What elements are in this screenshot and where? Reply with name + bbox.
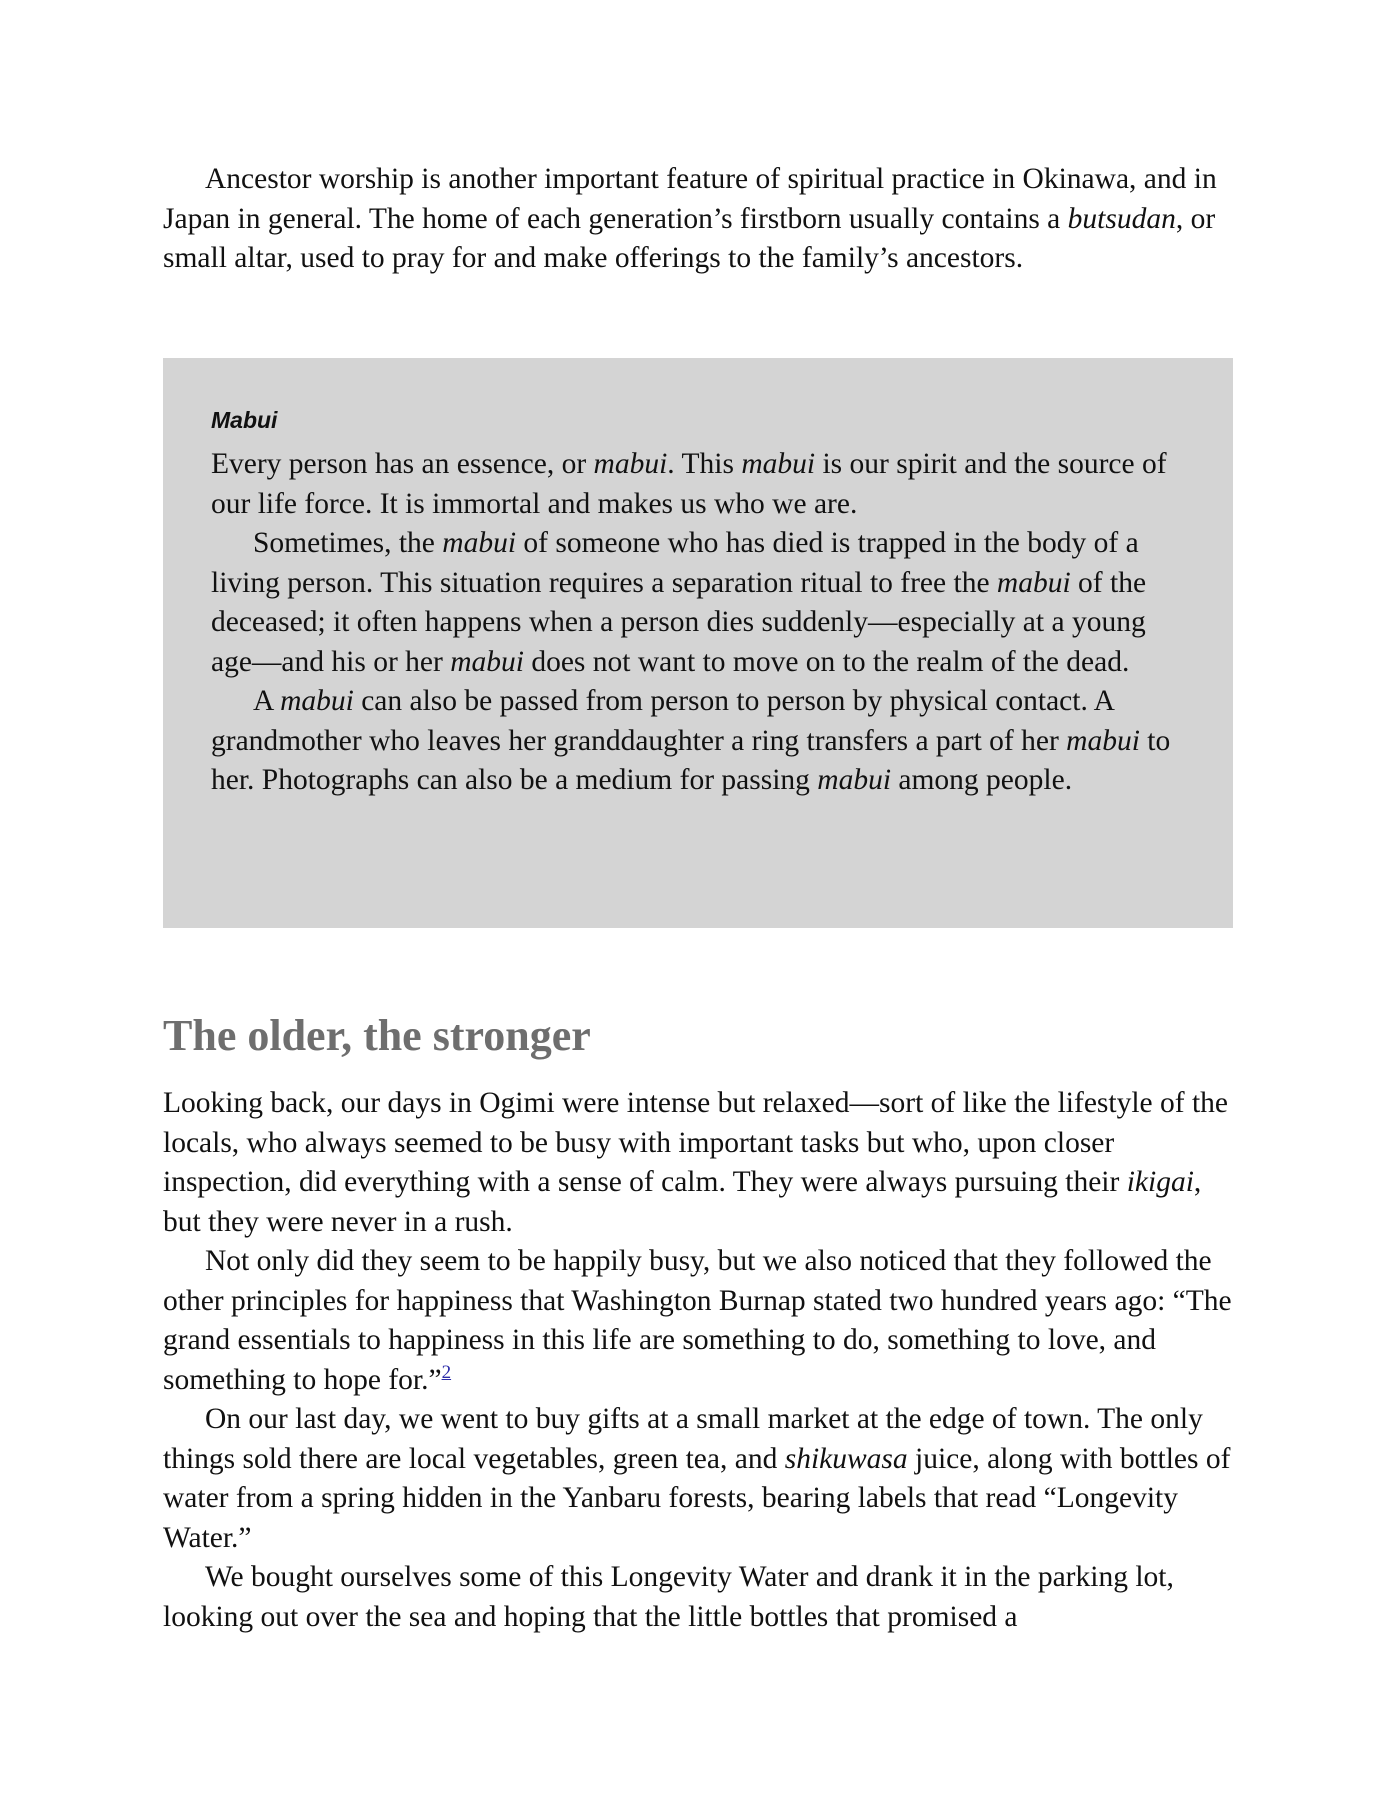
text-span: is our spirit and the source of our life force. It is immortal and makes us who we are. xyxy=(211,448,1167,520)
section-paragraph-1 xyxy=(163,1084,1233,1242)
intro-block xyxy=(163,160,1233,279)
sidebar-paragraph-3 xyxy=(211,682,1185,801)
sidebar-paragraph-1 xyxy=(211,445,1185,524)
text-span: of someone who has died is trapped in the body of a living person. This situation requires a separation ritual to free the xyxy=(211,527,1139,599)
text-span: of the deceased; it often happens when a person dies suddenly—especially at a young age—and his or her xyxy=(211,566,1147,678)
text-span: Ancestor worship is another important feature of spiritual practice in Okinawa, and in Japan in general. The home of each generation’s firstborn usually contains a xyxy=(163,163,1217,235)
text-span: does not want to move on to the realm of the dead. xyxy=(523,645,1130,678)
text-span: Looking back, our days in Ogimi were intense but relaxed—sort of like the lifestyle of the locals, who always seemed to be busy with important tasks but who, upon closer inspection, did everything with a sense of calm. They were always pursuing their xyxy=(163,1087,1228,1198)
section-heading: The older, the stronger xyxy=(163,1011,591,1060)
text-span: , but they were never in a rush. xyxy=(163,1166,1202,1238)
emphasis-term: butsudan xyxy=(1067,202,1176,235)
text-span: A xyxy=(253,685,281,717)
text-span: to her. Photographs can also be a medium for passing xyxy=(211,724,1171,796)
text-span: can also be passed from person to person by physical contact. A grandmother who leaves her granddaughter a ring transfers a part of her xyxy=(211,685,1114,757)
text-span: among people. xyxy=(891,764,1073,796)
text-span: Sometimes, the xyxy=(253,527,443,559)
mabui-sidebar xyxy=(163,358,1233,928)
section-paragraph-3 xyxy=(163,1400,1233,1558)
sidebar-title: Mabui xyxy=(211,407,278,433)
emphasis-term: mabui xyxy=(280,685,354,717)
text-span: Not only did they seem to be happily busy, but we also noticed that they followed the other principles for happiness that Washington Burnap stated two hundred years ago: “The grand essentials to happiness in this life are something to do, something to love, and something to hope for.” xyxy=(163,1245,1232,1396)
emphasis-term: shikuwasa xyxy=(784,1442,908,1475)
emphasis-term: ikigai xyxy=(1126,1166,1194,1198)
emphasis-term: mabui xyxy=(1066,724,1140,757)
sidebar-paragraph-2 xyxy=(211,524,1185,682)
emphasis-term: mabui xyxy=(741,448,816,480)
emphasis-term: mabui xyxy=(450,645,524,678)
intro-paragraph xyxy=(163,160,1233,279)
emphasis-term: mabui xyxy=(817,764,892,796)
text-span: Every person has an essence, or xyxy=(211,448,594,480)
emphasis-term: mabui xyxy=(996,566,1071,599)
text-span: . This xyxy=(667,448,742,480)
text-span: juice, along with bottles of water from a spring hidden in the Yanbaru forests, bearing labels that read “Longevity Water.” xyxy=(163,1442,1231,1554)
emphasis-term: mabui xyxy=(442,527,517,559)
section-paragraph-4: We bought ourselves some of this Longevity Water and drank it in the parking lot, looking out over the sea and hoping that the little bottles that promised a xyxy=(163,1561,1174,1633)
emphasis-term: mabui xyxy=(593,448,668,480)
section-paragraph-2 xyxy=(163,1242,1233,1400)
section-body xyxy=(163,1084,1233,1637)
text-span: On our last day, we went to buy gifts at a small market at the edge of town. The only things sold there are local vegetables, green tea, and xyxy=(163,1403,1203,1475)
footnote-link[interactable]: 2 xyxy=(441,1361,452,1383)
text-span: , or small altar, used to pray for and make offerings to the family’s ancestors. xyxy=(163,202,1216,274)
